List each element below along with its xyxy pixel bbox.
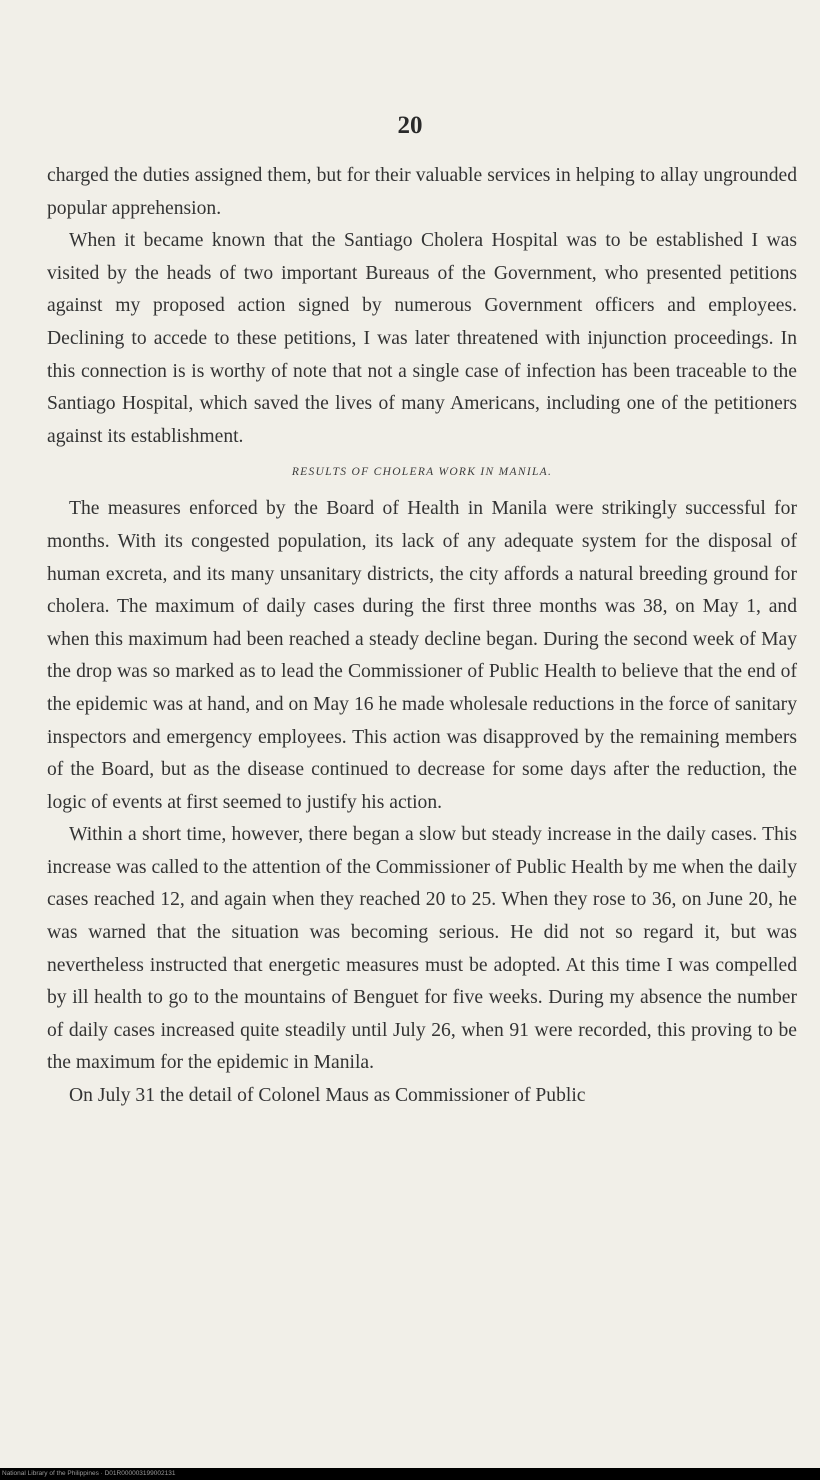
paragraph-santiago-hospital: When it became known that the Santiago Cholera Hospital was to be established I was visited by the heads of two important Bureaus of the Government, who presented petitions against my proposed action signed by numerous Government officers and employees. Declining to accede to these petitions, I was later threatened with injunction proceedings. In this connection is is worthy of note that not a single case of infection has been traceable to the Santiago Hospital, which saved the lives of many Americans, including one of the petitioners against its establishment. <box>47 230 797 447</box>
paragraph-increase: Within a short time, however, there began a slow but steady increase in the daily cases. This increase was called to the attention of the Commissioner of Public Health by me when the daily cases reached 12, and again when they reached 20 to 25. When they rose to 36, on June 20, he was warned that the situation was becoming serious. He did not so regard it, but was nevertheless instructed that energetic measures must be adopted. At this time I was compelled by ill health to go to the mountains of Benguet for five weeks. During my absence the number of daily cases increased quite steadily until July 26, when 91 were recorded, this proving to be the maximum for the epidemic in Manila. <box>47 824 797 1074</box>
paragraph-continuation: charged the duties assigned them, but for their valuable services in helping to allay ungrounded popular apprehension. <box>47 165 797 219</box>
paragraph-board-of-health: The measures enforced by the Board of Health in Manila were strikingly successful for months. With its congested population, its lack of any adequate system for the disposal of human excreta, and its many unsanitary districts, the city affords a natural breeding ground for cholera. The maximum of daily cases during the first three months was 38, on May 1, and when this maximum had been reached a steady decline began. During the second week of May the drop was so marked as to lead the Commissioner of Public Health to believe that the end of the epidemic was at hand, and on May 16 he made wholesale reductions in the force of sanitary inspectors and emergency employees. This action was disapproved by the remaining members of the Board, but as the disease continued to decrease for some days after the reduction, the logic of events at first seemed to justify his action. <box>47 498 797 813</box>
page-number: 20 <box>397 112 423 139</box>
body-text <box>47 160 797 1113</box>
section-heading: RESULTS OF CHOLERA WORK IN MANILA. <box>291 466 553 479</box>
paragraph-colonel-maus: On July 31 the detail of Colonel Maus as Commissioner of Public <box>69 1085 586 1107</box>
footer-strip <box>0 1468 820 1480</box>
footer-credit: National Library of the Philippines · D01R000003199002131 <box>2 1470 176 1477</box>
